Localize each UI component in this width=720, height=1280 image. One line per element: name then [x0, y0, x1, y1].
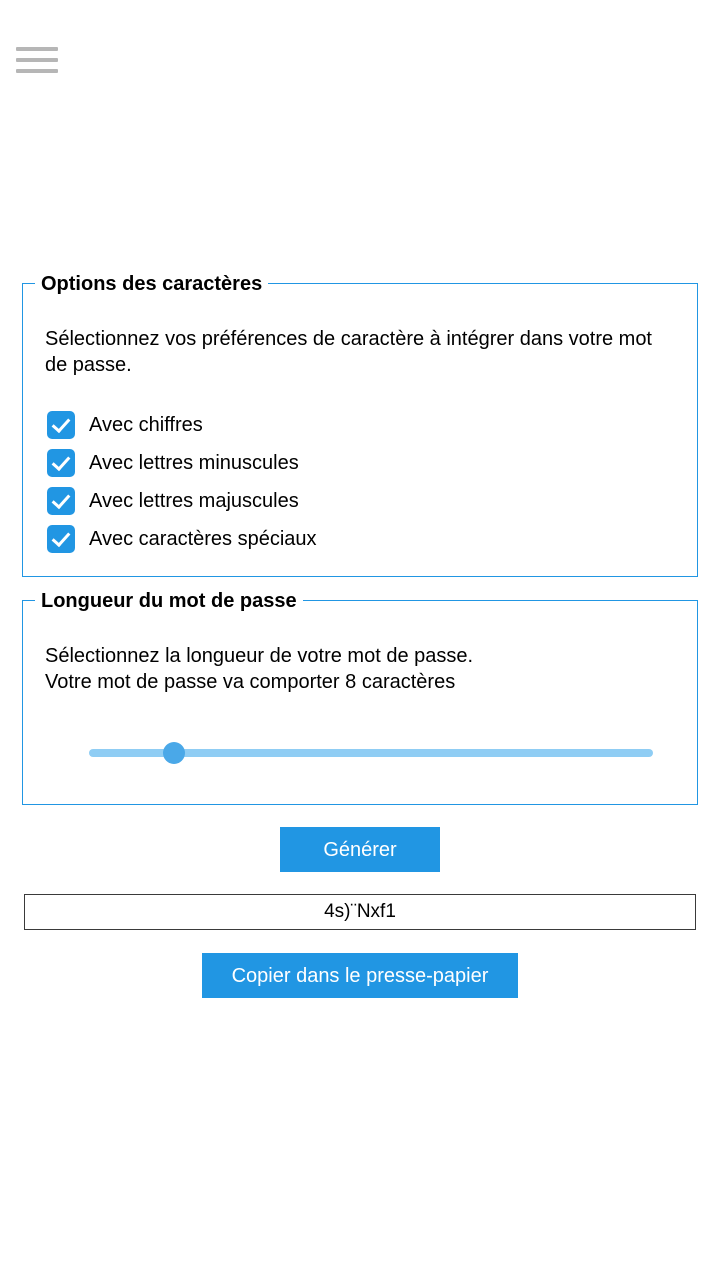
- password-length-slider[interactable]: [67, 741, 653, 765]
- password-length-description-line2: Votre mot de passe va comporter 8 caractères: [45, 671, 456, 693]
- checkbox-row-special[interactable]: [47, 520, 667, 558]
- character-options-panel: [22, 273, 698, 577]
- character-options-legend: Options des caractères: [35, 273, 268, 295]
- character-options-description: Sélectionnez vos préférences de caractère à intégrer dans votre mot de passe.: [45, 328, 652, 376]
- generate-button[interactable]: Générer: [280, 827, 440, 872]
- checkbox-lowercase-icon[interactable]: [47, 449, 75, 477]
- checkbox-digits-label: Avec chiffres: [89, 414, 203, 436]
- checkbox-special-label: Avec caractères spéciaux: [89, 528, 317, 550]
- checkbox-special-icon[interactable]: [47, 525, 75, 553]
- password-length-legend: Longueur du mot de passe: [35, 590, 303, 612]
- password-length-description-line1: Sélectionnez la longueur de votre mot de passe.: [45, 645, 474, 667]
- password-length-description: [45, 643, 675, 695]
- checkbox-uppercase-label: Avec lettres majuscules: [89, 490, 299, 512]
- character-options-list: [47, 406, 667, 558]
- menu-bar-3: [16, 69, 58, 73]
- menu-bar-1: [16, 47, 58, 51]
- menu-bar-2: [16, 58, 58, 62]
- checkbox-lowercase-label: Avec lettres minuscules: [89, 452, 299, 474]
- copy-to-clipboard-button[interactable]: Copier dans le presse-papier: [202, 953, 518, 998]
- checkbox-row-uppercase[interactable]: [47, 482, 667, 520]
- checkbox-uppercase-icon[interactable]: [47, 487, 75, 515]
- slider-thumb[interactable]: [163, 742, 185, 764]
- password-length-panel: [22, 590, 698, 805]
- checkbox-row-digits[interactable]: [47, 406, 667, 444]
- checkbox-row-lowercase[interactable]: [47, 444, 667, 482]
- generated-password-field[interactable]: [24, 894, 696, 930]
- checkbox-digits-icon[interactable]: [47, 411, 75, 439]
- hamburger-menu-icon[interactable]: [16, 40, 58, 80]
